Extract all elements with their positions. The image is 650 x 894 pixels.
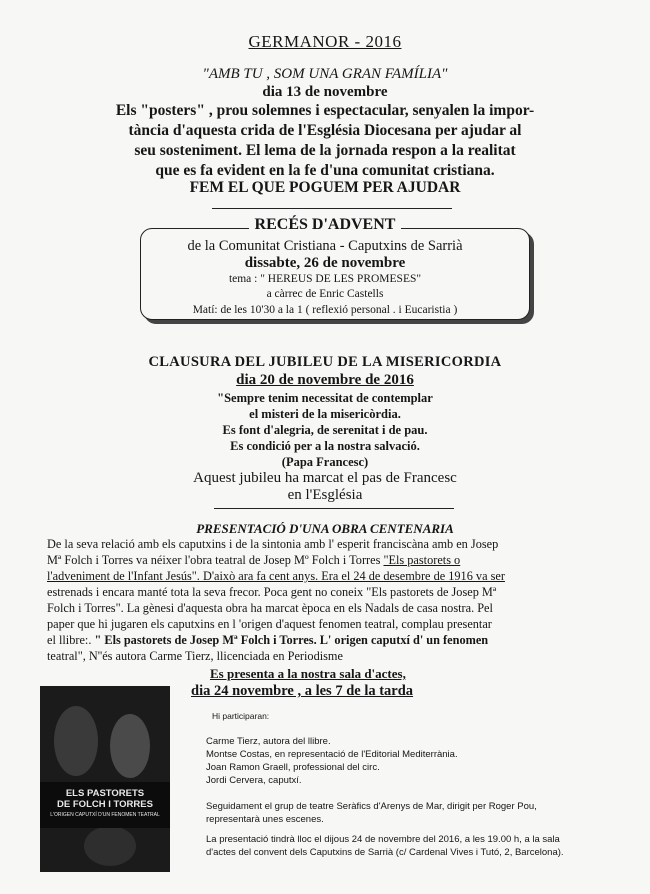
location-line: d'actes del convent dels Caputxins de Sarrià (c/ Cardenal Vives i Tutó, 2, Barcelona). <box>206 847 564 858</box>
theatre-line: Seguidament el grup de teatre Seràfics d'Arenys de Mar, dirigit per Roger Pou, <box>206 801 537 812</box>
advent-title-wrap <box>0 216 650 234</box>
participants-list <box>206 735 458 787</box>
participant: Jordi Cervera, caputxí. <box>206 775 302 786</box>
quote-line: (Papa Francesc) <box>281 455 369 469</box>
body-line: De la seva relació amb els caputxins i de la sintonia amb l' esperit franciscàna amb en Josep <box>47 537 499 551</box>
advent-schedule: Matí: de les 10'30 a la 1 ( reflexió personal . i Eucaristia ) <box>192 304 458 316</box>
germanor-intro <box>0 101 650 181</box>
body-line <box>47 552 609 568</box>
body-line <box>47 568 609 584</box>
participant: Joan Ramon Graell, professional del circ. <box>206 762 380 773</box>
germanor-date: dia 13 de novembre <box>262 84 388 100</box>
cover-title-line: ELS PASTORETS <box>65 788 145 799</box>
theatre-line: representarà unes escenes. <box>206 814 324 825</box>
presentation-title: PRESENTACIÓ D'UNA OBRA CENTENARIA <box>196 521 454 536</box>
quote-line: "Sempre tenim necessitat de contemplar <box>217 391 433 405</box>
cover-title-line: DE FOLCH I TORRES <box>57 799 153 810</box>
advent-community: de la Comunitat Cristiana - Caputxins de Sarrià <box>187 238 463 254</box>
intro-line: Els "posters" , prou solemnes i espectacular, senyalen la impor- <box>115 102 535 119</box>
cover-subtitle: L'ORIGEN CAPUTXÍ D'UN FENOMEN TEATRAL <box>50 812 160 818</box>
quote-line: Es condició per a la nostra salvació. <box>230 439 420 453</box>
participant: Montse Costas, en representació de l'Editorial Mediterrània. <box>206 749 458 760</box>
divider <box>212 208 452 209</box>
quote-line: Es font d'alegria, de serenitat i de pau. <box>222 423 428 437</box>
location-note <box>206 833 564 859</box>
location-line: La presentació tindrà lloc el dijous 24 de novembre del 2016, a les 19.00 h, a la sala <box>206 834 560 845</box>
body-line-text: l'adveniment de l'Infant Jesús". D'això ara fa cent anys. Era el 24 de desembre de 1916 va ser <box>47 569 505 583</box>
divider <box>214 508 454 509</box>
jubilee-closing <box>0 470 650 504</box>
event-announce: Es presenta a la nostra sala d'actes, <box>210 666 406 681</box>
book-cover-image <box>40 686 170 872</box>
motto: "AMB TU , SOM UNA GRAN FAMÍLIA" <box>202 66 448 82</box>
quote-line: el misteri de la misericòrdia. <box>249 407 401 421</box>
body-line: Folch i Torres". La gènesi d'aquesta obra ha marcat època en els Nadals de casa nostra. Pel <box>47 601 493 615</box>
intro-line: tància d'aquesta crida de l'Església Diocesana per ajudar al <box>128 122 522 139</box>
body-line-text: el llibre:. <box>47 633 92 647</box>
body-line: paper que hi jugaren els caputxins en l 'origen d'aquest fenomen teatral, complau presentar <box>47 617 492 631</box>
jubilee-title: CLAUSURA DEL JUBILEU DE LA MISERICORDIA <box>148 354 502 370</box>
body-line <box>47 632 609 648</box>
cover-figure <box>54 706 98 776</box>
advent-theme: tema : " HEREUS DE LES PROMESES" <box>228 273 422 285</box>
body-line: teatral", N''és autora Carme Tierz, llicenciada en Periodisme <box>47 649 343 663</box>
intro-line: seu sosteniment. El lema de la jornada respon a la realitat <box>134 142 516 159</box>
book-quote: " Els pastorets de Josep Mª Folch i Torres. L' origen caputxí d' un fenomen <box>94 633 489 647</box>
theatre-note <box>206 800 537 826</box>
jubilee-date: dia 20 de novembre de 2016 <box>236 372 414 388</box>
slogan: FEM EL QUE POGUEM PER AJUDAR <box>189 179 461 196</box>
play-title: "Els pastorets o <box>383 553 461 567</box>
cover-figure <box>84 826 136 866</box>
advent-date: dissabte, 26 de novembre <box>244 255 406 271</box>
page-title: GERMANOR - 2016 <box>248 32 402 51</box>
body-line: estrenads i encara manté tota la seva frecor. Poca gent no coneix "Els pastorets de Josep Mª <box>47 585 497 599</box>
cover-figure <box>110 714 150 778</box>
participant: Carme Tierz, autora del llibre. <box>206 736 331 747</box>
body-line-text: Mª Folch i Torres va néixer l'obra teatral de Josep Mº Folch i Torres <box>47 553 381 567</box>
event-date: dia 24 novembre , a les 7 de la tarda <box>191 683 414 699</box>
closing-line: en l'Església <box>287 487 363 503</box>
advent-speaker: a càrrec de Enric Castells <box>266 288 384 300</box>
cover-title <box>46 788 164 810</box>
presentation-body <box>47 536 609 664</box>
closing-line: Aquest jubileu ha marcat el pas de Francesc <box>193 470 457 486</box>
advent-title: RECÉS D'ADVENT <box>249 216 402 233</box>
intro-line: que es fa evident en la fe d'una comunitat cristiana. <box>155 162 495 179</box>
jubilee-date-wrap <box>0 372 650 389</box>
jubilee-quote <box>0 390 650 470</box>
participants-label: Hi participaran: <box>212 711 270 721</box>
